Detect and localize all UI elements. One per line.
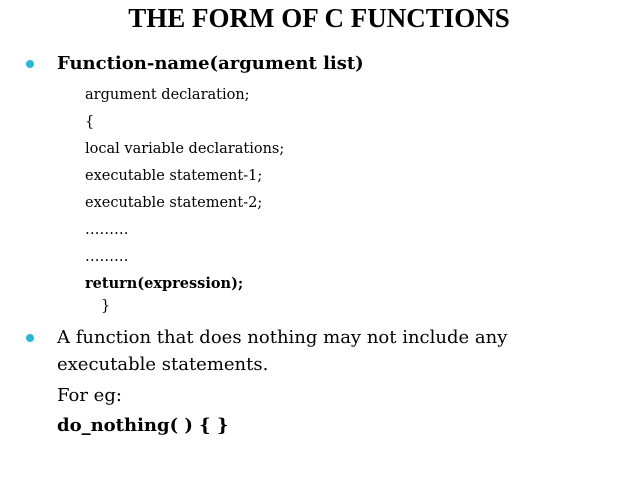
bullet-icon-1	[26, 60, 34, 68]
code-line-return: return(expression);	[85, 275, 244, 292]
example-label: For eg:	[57, 385, 122, 406]
code-line-argument-declaration: argument declaration;	[85, 87, 250, 103]
bullet1-heading: Function-name(argument list)	[57, 53, 364, 74]
code-line-open-brace: {	[85, 114, 95, 130]
code-line-statement-1: executable statement-1;	[85, 168, 263, 184]
code-line-ellipsis-1: ………	[85, 222, 129, 238]
page-title: THE FORM OF C FUNCTIONS	[128, 3, 510, 33]
example-code: do_nothing( ) { }	[57, 415, 229, 436]
code-line-statement-2: executable statement-2;	[85, 195, 263, 211]
code-line-close-brace: }	[101, 298, 111, 314]
bullet-icon-2	[26, 334, 34, 342]
code-line-local-variables: local variable declarations;	[85, 141, 285, 157]
bullet2-text-line1: A function that does nothing may not include any	[57, 327, 508, 348]
code-line-ellipsis-2: ………	[85, 249, 129, 265]
bullet2-text-line2: executable statements.	[57, 354, 269, 375]
